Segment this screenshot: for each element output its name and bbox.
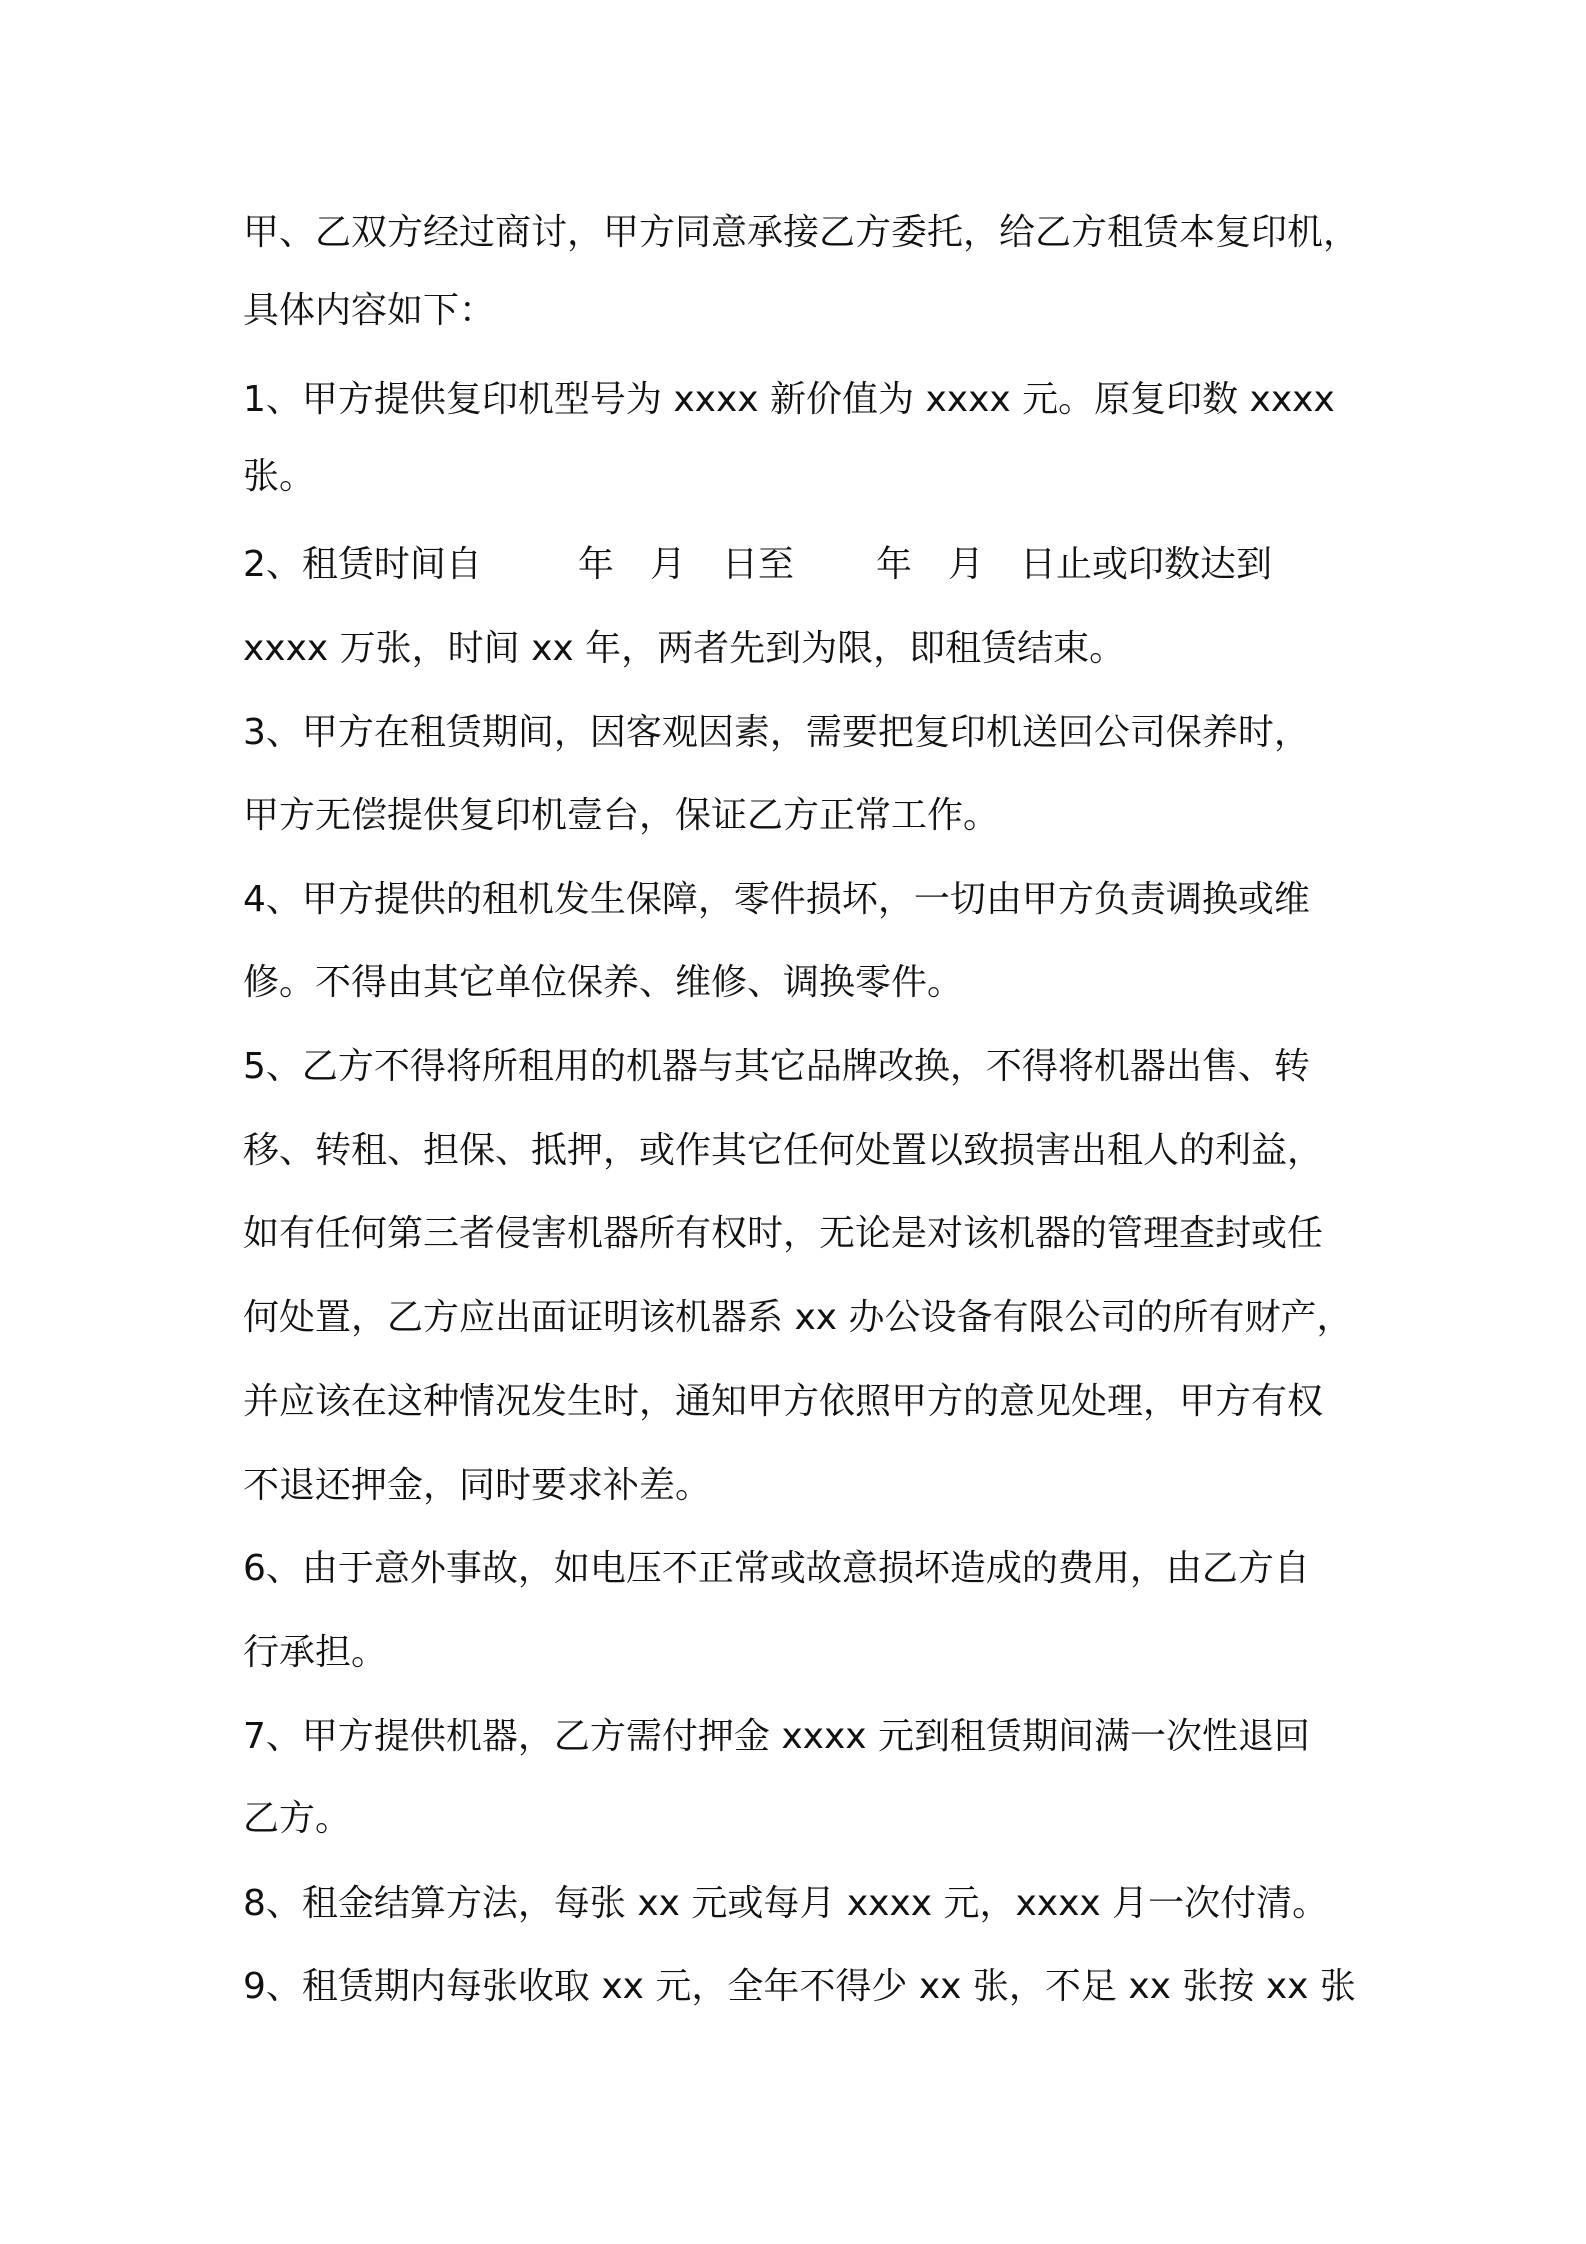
item-2-day-2: 日止或印数达到 [1019, 544, 1272, 585]
item-2-year-1: 年 [577, 544, 614, 585]
item-5-line-3: 如有任何第三者侵害机器所有权时，无论是对该机器的管理查封或任 [243, 1213, 1324, 1254]
item-2-month-1: 月 [649, 544, 686, 585]
item-4-line-2: 修。不得由其它单位保养、维修、调换零件。 [243, 962, 964, 1003]
item-5-line-6: 不退还押金，同时要求补差。 [243, 1465, 712, 1506]
item-7-line-2: 乙方。 [243, 1798, 352, 1839]
item-1-line-1: 1、甲方提供复印机型号为 xxxx 新价值为 xxxx 元。原复印数 xxxx [243, 379, 1335, 420]
item-7-line-1: 7、甲方提供机器，乙方需付押金 xxxx 元到租赁期间满一次性退回 [243, 1716, 1311, 1757]
item-3-line-1: 3、甲方在租赁期间，因客观因素，需要把复印机送回公司保养时， [243, 712, 1310, 753]
item-5-line-5: 并应该在这种情况发生时，通知甲方依照甲方的意见处理，甲方有权 [243, 1381, 1324, 1422]
item-6-line-2: 行承担。 [243, 1632, 388, 1673]
item-6-line-1: 6、由于意外事故，如电压不正常或故意损坏造成的费用，由乙方自 [243, 1548, 1310, 1589]
item-8-line-1: 8、租金结算方法，每张 xx 元或每月 xxxx 元，xxxx 月一次付清。 [243, 1883, 1329, 1924]
item-5-line-2: 移、转租、担保、抵押，或作其它任何处置以致损害出租人的利益， [243, 1130, 1324, 1171]
item-2-month-2: 月 [947, 544, 984, 585]
item-5-line-1: 5、乙方不得将所租用的机器与其它品牌改换，不得将机器出售、转 [243, 1046, 1310, 1087]
item-5-line-4: 何处置，乙方应出面证明该机器系 xx 办公设备有限公司的所有财产， [243, 1297, 1353, 1338]
item-2-line-2: xxxx 万张，时间 xx 年，两者先到为限，即租赁结束。 [243, 628, 1126, 669]
item-1-line-2: 张。 [243, 456, 316, 497]
item-2-day-1: 日至 [721, 544, 794, 585]
intro-line-2: 具体内容如下： [243, 290, 496, 331]
intro-line-1: 甲、乙双方经过商讨，甲方同意承接乙方委托，给乙方租赁本复印机， [243, 212, 1360, 253]
item-4-line-1: 4、甲方提供的租机发生保障，零件损坏，一切由甲方负责调换或维 [243, 879, 1310, 920]
item-2-line-1 [243, 540, 1272, 590]
item-2-year-2: 年 [875, 544, 912, 585]
item-3-line-2: 甲方无偿提供复印机壹台，保证乙方正常工作。 [243, 795, 1000, 836]
item-2-prefix: 2、租赁时间自 [243, 544, 482, 585]
item-9-line-1: 9、租赁期内每张收取 xx 元，全年不得少 xx 张，不足 xx 张按 xx 张 [243, 1966, 1356, 2007]
